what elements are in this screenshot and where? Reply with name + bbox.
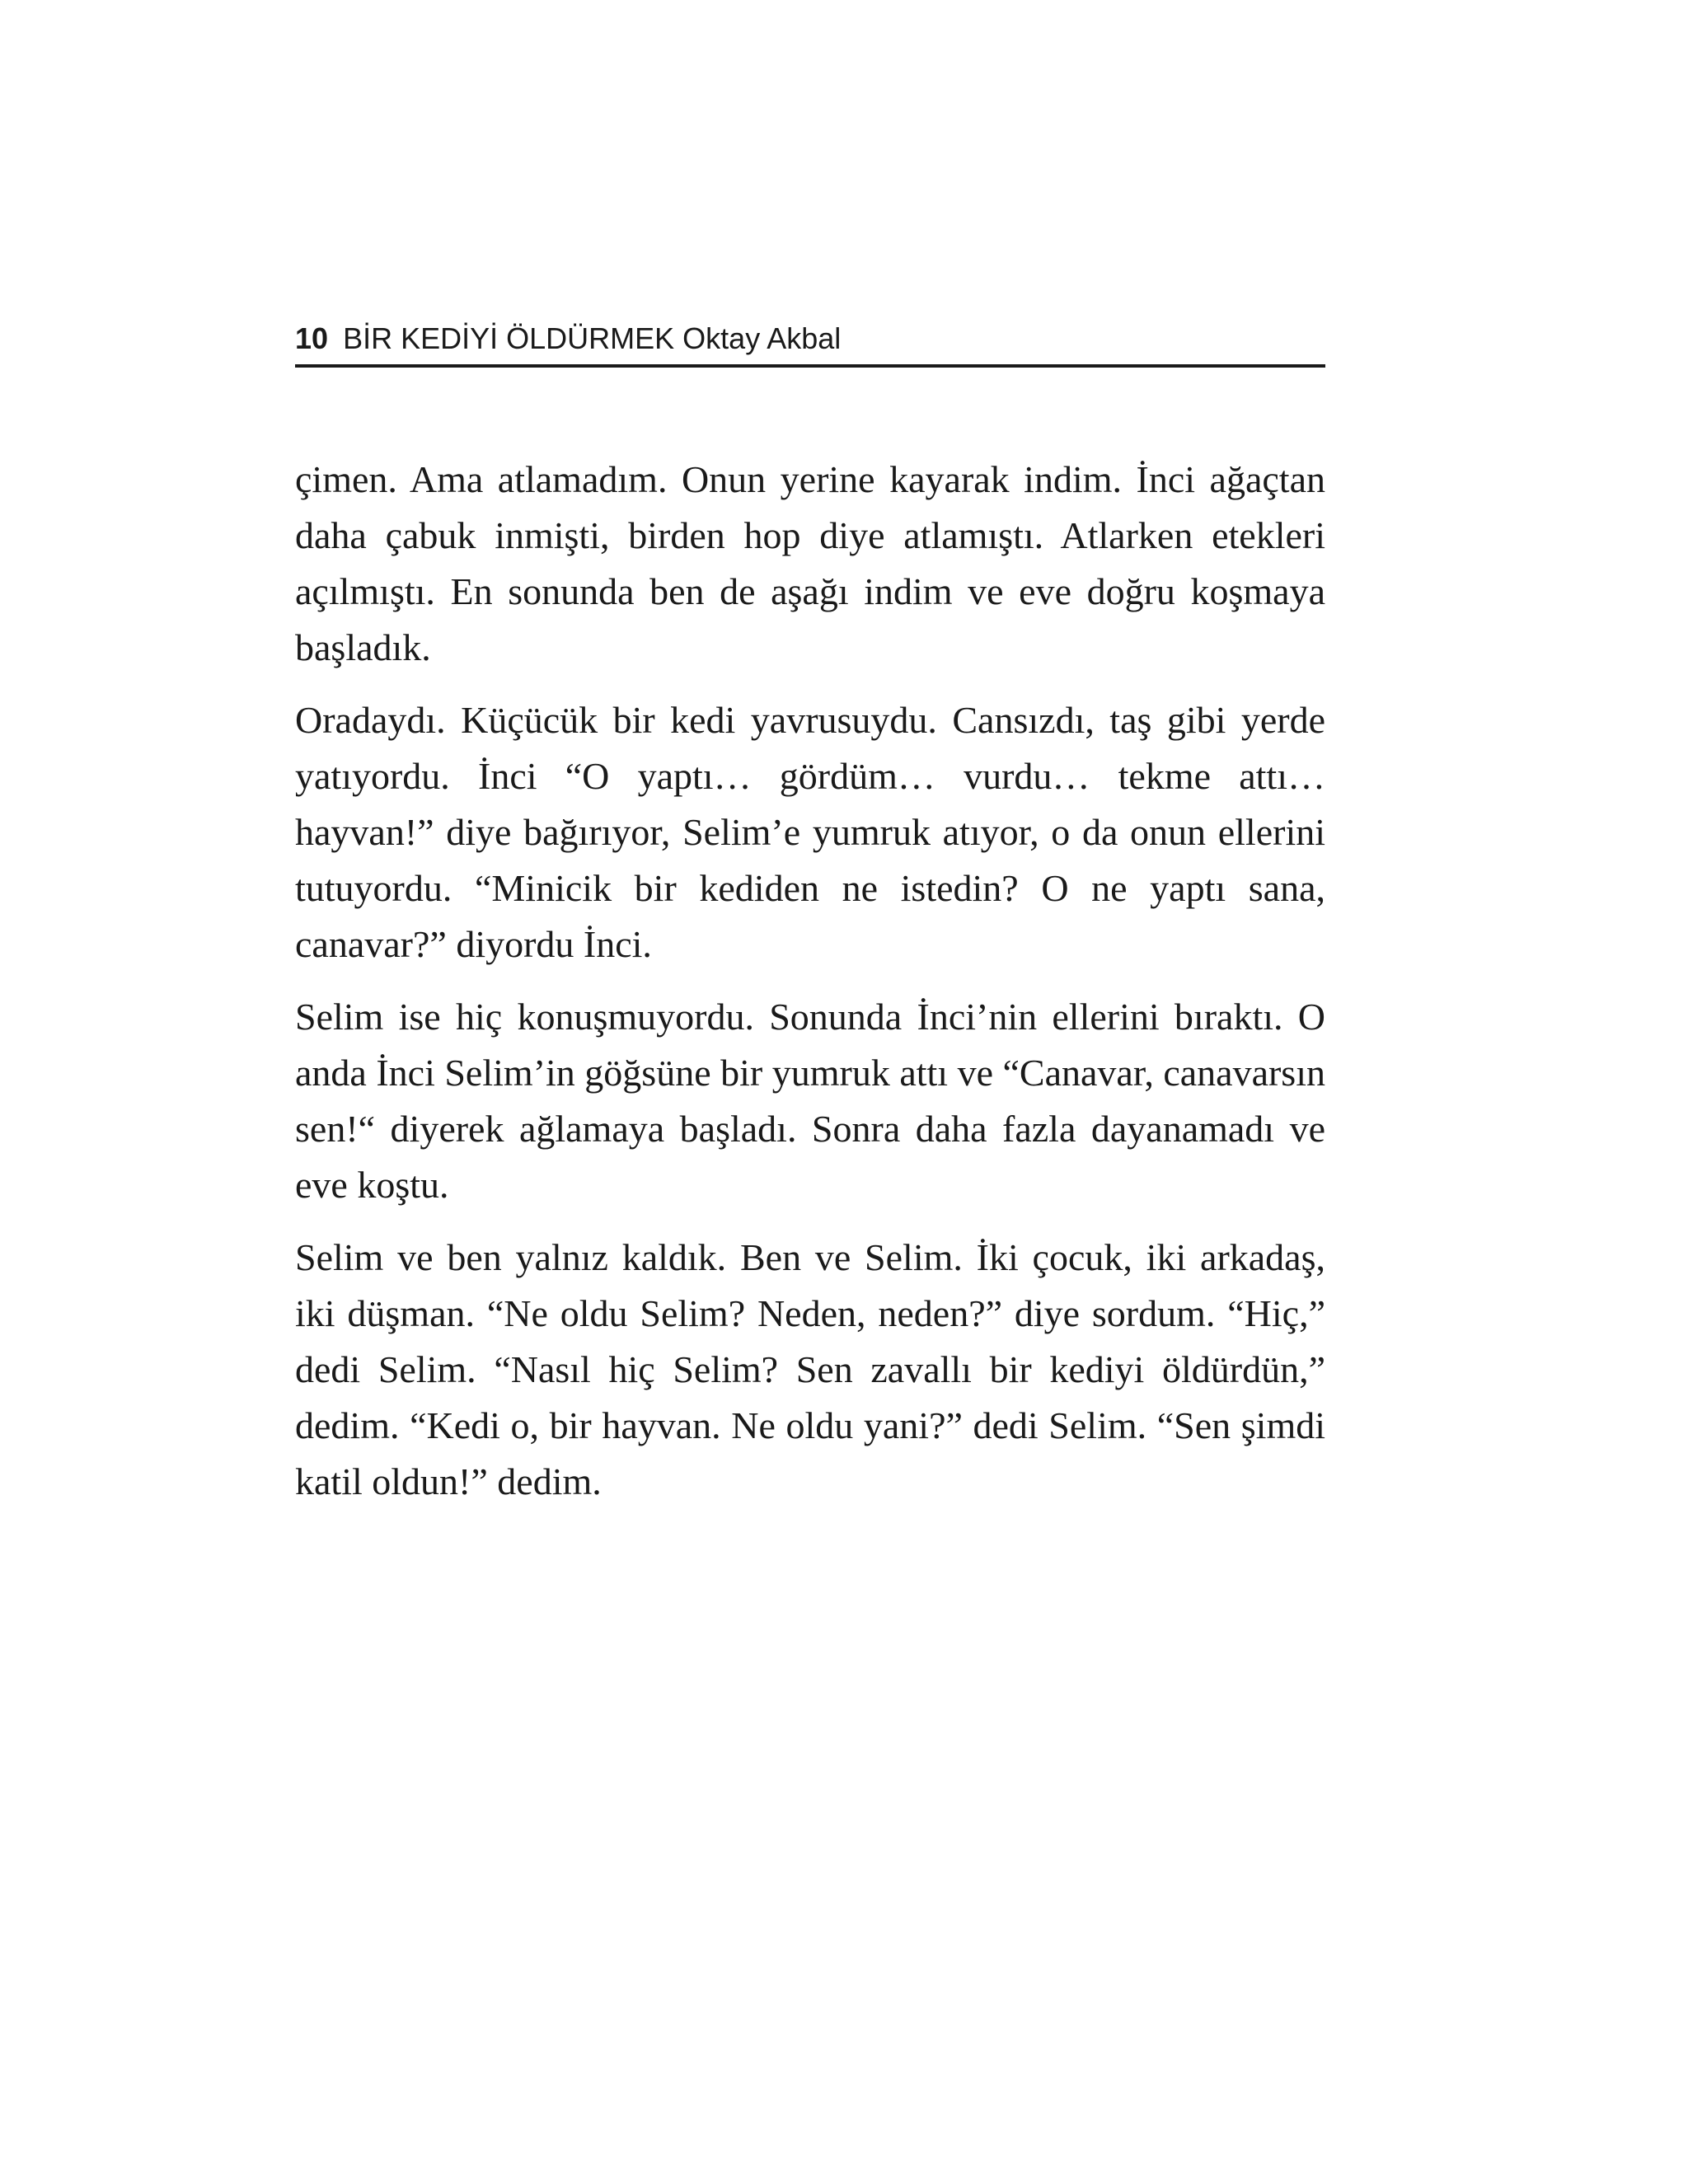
book-title: BİR KEDİYİ ÖLDÜRMEK [343,321,675,355]
author-name: Oktay Akbal [682,321,842,355]
paragraph: Selim ise hiç konuşmuyordu. Sonunda İnci’nin ellerini bıraktı. O anda İnci Selim’in göğsüne bir yumruk attı ve “Canavar, canavarsın sen!“ diyerek ağlamaya başladı. Sonra daha fazla dayanamadı ve eve koştu. [295,996,1325,1206]
paragraph: Oradaydı. Küçücük bir kedi yavrusuydu. Cansızdı, taş gibi yerde yatıyordu. İnci “O yaptı… gördüm… vurdu… tekme attı… hayvan!” diye bağırıyor, Selim’e yumruk atıyor, o da onun ellerini tutuyordu. “Minicik bir kediden ne istedin? O ne yaptı sana, canavar?” diyordu İnci. [295,699,1325,965]
paragraph: Selim ve ben yalnız kaldık. Ben ve Selim. İki çocuk, iki arkadaş, iki düşman. “Ne oldu Selim? Neden, neden?” diye sordum. “Hiç,” dedi Selim. “Nasıl hiç Selim? Sen zavallı bir kediyi öldürdün,” dedim. “Kedi o, bir hayvan. Ne oldu yani?” dedi Selim. “Sen şimdi katil oldun!” dedim. [295,1236,1325,1502]
page-number: 10 [295,321,329,355]
paragraph: çimen. Ama atlamadım. Onun yerine kayarak indim. İnci ağaçtan daha çabuk inmişti, birden hop diye atlamıştı. Atlarken etekleri açılmıştı. En sonunda ben de aşağı indim ve eve doğru koşmaya başladık. [295,458,1325,668]
body-text [295,452,1325,1526]
running-header [295,318,1325,368]
